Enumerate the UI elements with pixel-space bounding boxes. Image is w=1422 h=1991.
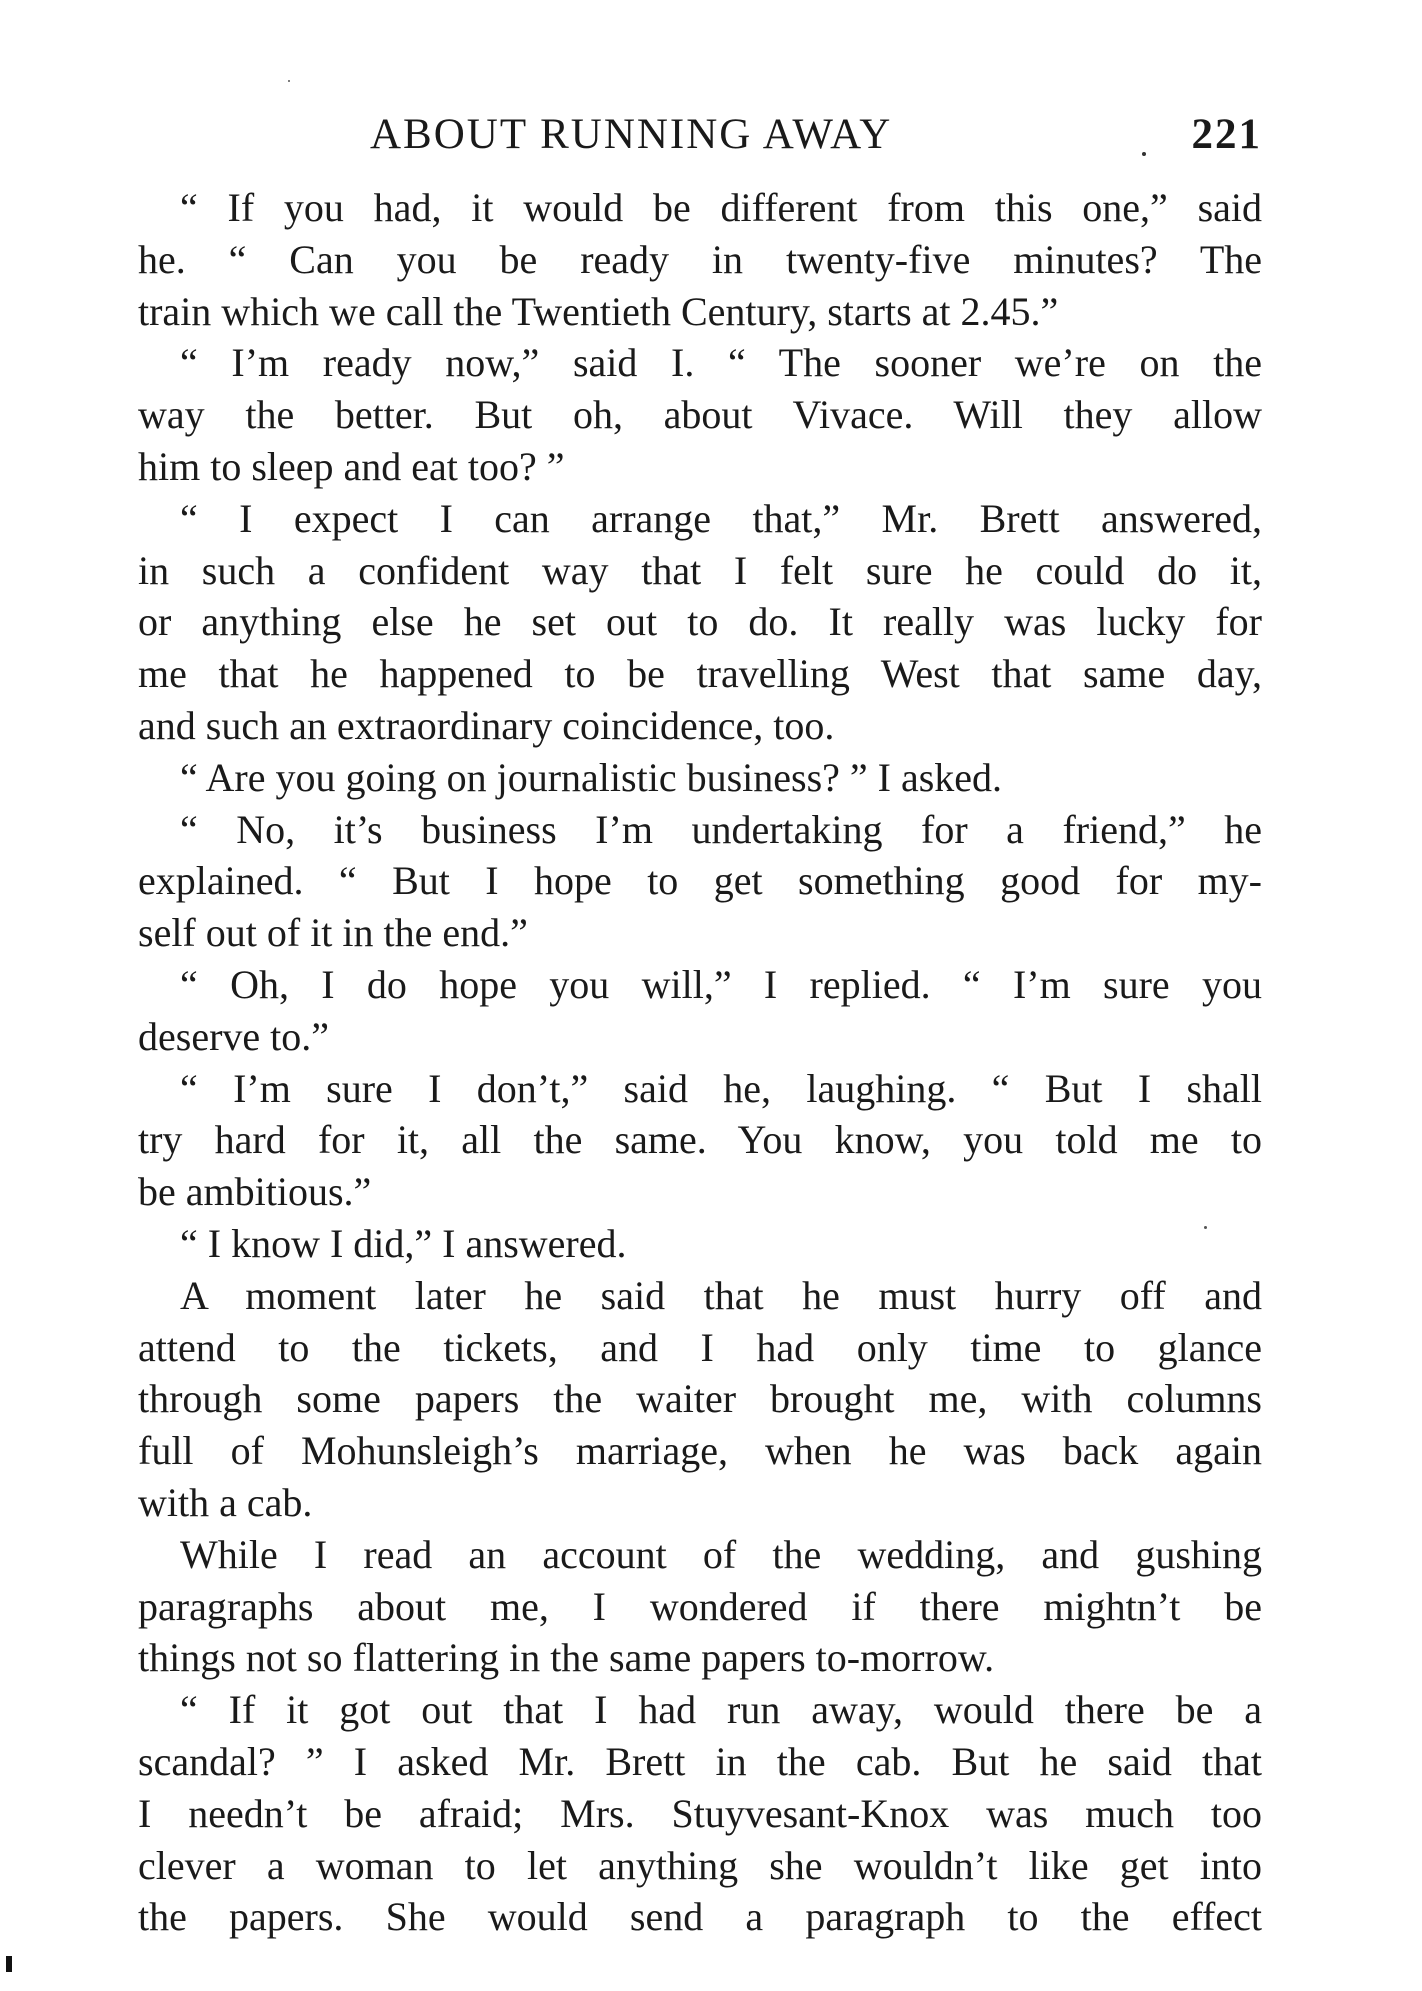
text-line: clever a woman to let anything she wouldn’t like get into bbox=[138, 1842, 1262, 1888]
text-line: train which we call the Twentieth Century, starts at 2.45.” bbox=[138, 288, 1059, 334]
text-line: me that he happened to be travelling West that same day, bbox=[138, 651, 1262, 697]
text-line: way the better. But oh, about Vivace. Will they allow bbox=[138, 392, 1262, 438]
text-line: I needn’t be afraid; Mrs. Stuyvesant-Knox was much too bbox=[138, 1790, 1262, 1836]
page-number: 221 bbox=[1191, 111, 1262, 158]
text-line: “ I’m ready now,” said I. “ The sooner we’re on the bbox=[180, 340, 1262, 386]
text-line: or anything else he set out to do. It really was lucky for bbox=[138, 599, 1262, 645]
text-line: deserve to.” bbox=[138, 1013, 330, 1059]
text-line: be ambitious.” bbox=[138, 1169, 372, 1215]
text-line: and such an extraordinary coincidence, too. bbox=[138, 702, 835, 748]
text-line: “ I’m sure I don’t,” said he, laughing. “ But I shall bbox=[180, 1065, 1262, 1111]
text-line: in such a confident way that I felt sure he could do it, bbox=[138, 547, 1262, 593]
text-line: attend to the tickets, and I had only time to glance bbox=[138, 1324, 1262, 1370]
text-line: “ If you had, it would be different from this one,” said bbox=[180, 185, 1262, 230]
text-line: “ No, it’s business I’m undertaking for a friend,” he bbox=[180, 806, 1262, 852]
text-line: things not so flattering in the same papers to-morrow. bbox=[138, 1635, 995, 1681]
text-line: “ I know I did,” I answered. bbox=[180, 1220, 627, 1266]
margin-mark bbox=[6, 1956, 12, 1972]
body-text bbox=[138, 182, 1262, 1943]
text-line: paragraphs about me, I wondered if there mightn’t be bbox=[138, 1583, 1262, 1629]
text-line: try hard for it, all the same. You know, you told me to bbox=[138, 1117, 1262, 1163]
text-line: the papers. She would send a paragraph to the effect bbox=[138, 1894, 1262, 1940]
text-line: explained. “ But I hope to get something good for my- bbox=[138, 858, 1262, 904]
text-line: “ I expect I can arrange that,” Mr. Brett answered, bbox=[180, 495, 1262, 541]
text-line: full of Mohunsleigh’s marriage, when he was back again bbox=[138, 1428, 1262, 1474]
chapter-title: ABOUT RUNNING AWAY bbox=[370, 111, 893, 158]
text-line: scandal? ” I asked Mr. Brett in the cab. But he said that bbox=[138, 1738, 1262, 1784]
running-head bbox=[138, 108, 1262, 162]
print-speck bbox=[1204, 1226, 1207, 1229]
text-line: “ Oh, I do hope you will,” I replied. “ I’m sure you bbox=[180, 961, 1262, 1007]
text-line: with a cab. bbox=[138, 1479, 313, 1525]
text-line: he. “ Can you be ready in twenty-five minutes? The bbox=[138, 236, 1262, 282]
text-line: A moment later he said that he must hurry off and bbox=[180, 1272, 1262, 1318]
text-line: “ Are you going on journalistic business? ” I asked. bbox=[180, 754, 1003, 800]
text-line: self out of it in the end.” bbox=[138, 910, 528, 956]
text-line: “ If it got out that I had run away, would there be a bbox=[180, 1687, 1262, 1733]
text-line: through some papers the waiter brought me, with columns bbox=[138, 1376, 1262, 1422]
print-speck bbox=[1142, 152, 1146, 156]
text-line: him to sleep and eat too? ” bbox=[138, 443, 565, 489]
print-speck bbox=[288, 80, 290, 82]
text-line: While I read an account of the wedding, and gushing bbox=[180, 1531, 1262, 1577]
